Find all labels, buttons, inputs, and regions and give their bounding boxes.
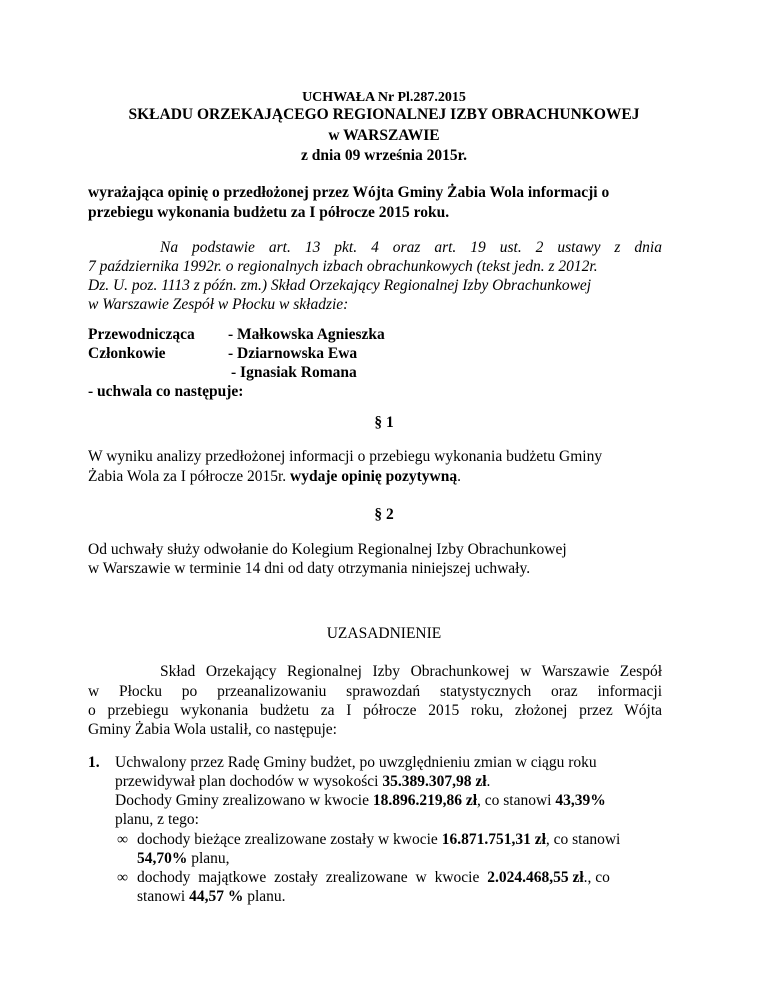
justification-line-2: w Płocku po przeanalizowaniu sprawozdań statystycznych oraz informacji: [88, 683, 662, 700]
infinity-bullet-icon: ∞: [117, 869, 129, 886]
chair-label: Przewodnicząca: [88, 326, 195, 343]
preamble-line-3: Dz. U. poz. 1113 z późn. zm.) Skład Orzekający Regionalnej Izby Obrachunkowej: [88, 277, 592, 294]
point-1-line-1: Uchwalony przez Radę Gminy budżet, po uwzględnieniu zmian w ciągu roku: [115, 754, 597, 771]
section-2-line-2: w Warszawie w terminie 14 dni od daty otrzymania niniejszej uchwały.: [88, 560, 531, 577]
capital-income-percent: 44,57 %: [189, 888, 244, 905]
section-2-mark: § 2: [374, 506, 394, 523]
resolves-line: - uchwala co następuje:: [88, 383, 244, 400]
justification-line-3: o przebiegu wykonania budżetu za I półrocze 2015 roku, złożonej przez Wójta: [88, 702, 662, 719]
justification-title: UZASADNIENIE: [326, 625, 442, 642]
issuer-city: w WARSZAWIE: [328, 127, 440, 144]
preamble-line-2: 7 października 1992r. o regionalnych izbach obrachunkowych (tekst jedn. z 2012r.: [88, 258, 598, 275]
chair-name: - Małkowska Agnieszka: [228, 326, 385, 343]
point-1-number: 1.: [88, 754, 100, 771]
subject-line-1: wyrażająca opinię o przedłożonej przez Wójta Gminy Żabia Wola informacji o: [88, 184, 610, 201]
member-2: - Ignasiak Romana: [231, 364, 357, 381]
bullet-1-line-2: 54,70% planu,: [137, 850, 230, 867]
bullet-2-line-2: stanowi 44,57 % planu.: [137, 888, 286, 905]
planned-income: 35.389.307,98 zł: [382, 773, 487, 790]
infinity-bullet-icon: ∞: [117, 831, 129, 848]
section-2-line-1: Od uchwały służy odwołanie do Kolegium Regionalnej Izby Obrachunkowej: [88, 541, 567, 558]
issuer-name: SKŁADU ORZEKAJĄCEGO REGIONALNEJ IZBY OBRACHUNKOWEJ: [128, 106, 640, 123]
justification-line-4: Gminy Żabia Wola ustalił, co następuje:: [88, 721, 337, 738]
section-1-line-2: Żabia Wola za I półrocze 2015r. wydaje opinię pozytywną.: [88, 468, 461, 485]
capital-income: 2.024.468,55 zł: [487, 869, 584, 886]
resolution-number: UCHWAŁA Nr Pl.287.2015: [302, 90, 466, 105]
opinion-verdict: wydaje opinię pozytywną: [290, 468, 458, 485]
preamble-line-1: Na podstawie art. 13 pkt. 4 oraz art. 19 ust. 2 ustawy z dnia: [160, 239, 662, 256]
section-1-mark: § 1: [374, 414, 394, 431]
members-label: Członkowie: [88, 345, 166, 362]
realized-income: 18.896.219,86 zł: [372, 792, 478, 809]
bullet-1-line-1: ∞ dochody bieżące zrealizowane zostały w kwocie 16.871.751,31 zł, co stanowi: [117, 831, 621, 848]
justification-line-1: Skład Orzekający Regionalnej Izby Obrachunkowej w Warszawie Zespół: [160, 663, 662, 680]
subject-line-2: przebiegu wykonania budżetu za I półrocze 2015 roku.: [88, 204, 450, 221]
section-1-line-1: W wyniku analizy przedłożonej informacji o przebiegu wykonania budżetu Gminy: [88, 448, 603, 465]
member-1: - Dziarnowska Ewa: [228, 345, 358, 362]
current-income: 16.871.751,31 zł: [441, 831, 546, 848]
point-1-line-3: Dochody Gminy zrealizowano w kwocie 18.896.219,86 zł, co stanowi 43,39%: [115, 792, 606, 809]
current-income-percent: 54,70%: [137, 850, 188, 867]
realized-percent: 43,39%: [555, 792, 606, 809]
preamble-line-4: w Warszawie Zespół w Płocku w składzie:: [88, 296, 349, 313]
bullet-2-line-1: ∞ dochody majątkowe zostały zrealizowane w kwocie 2.024.468,55 zł., co: [117, 869, 610, 886]
point-1-line-4: planu, z tego:: [115, 811, 199, 828]
resolution-date: z dnia 09 września 2015r.: [300, 147, 468, 164]
point-1-line-2: przewidywał plan dochodów w wysokości 35.389.307,98 zł.: [115, 773, 491, 790]
